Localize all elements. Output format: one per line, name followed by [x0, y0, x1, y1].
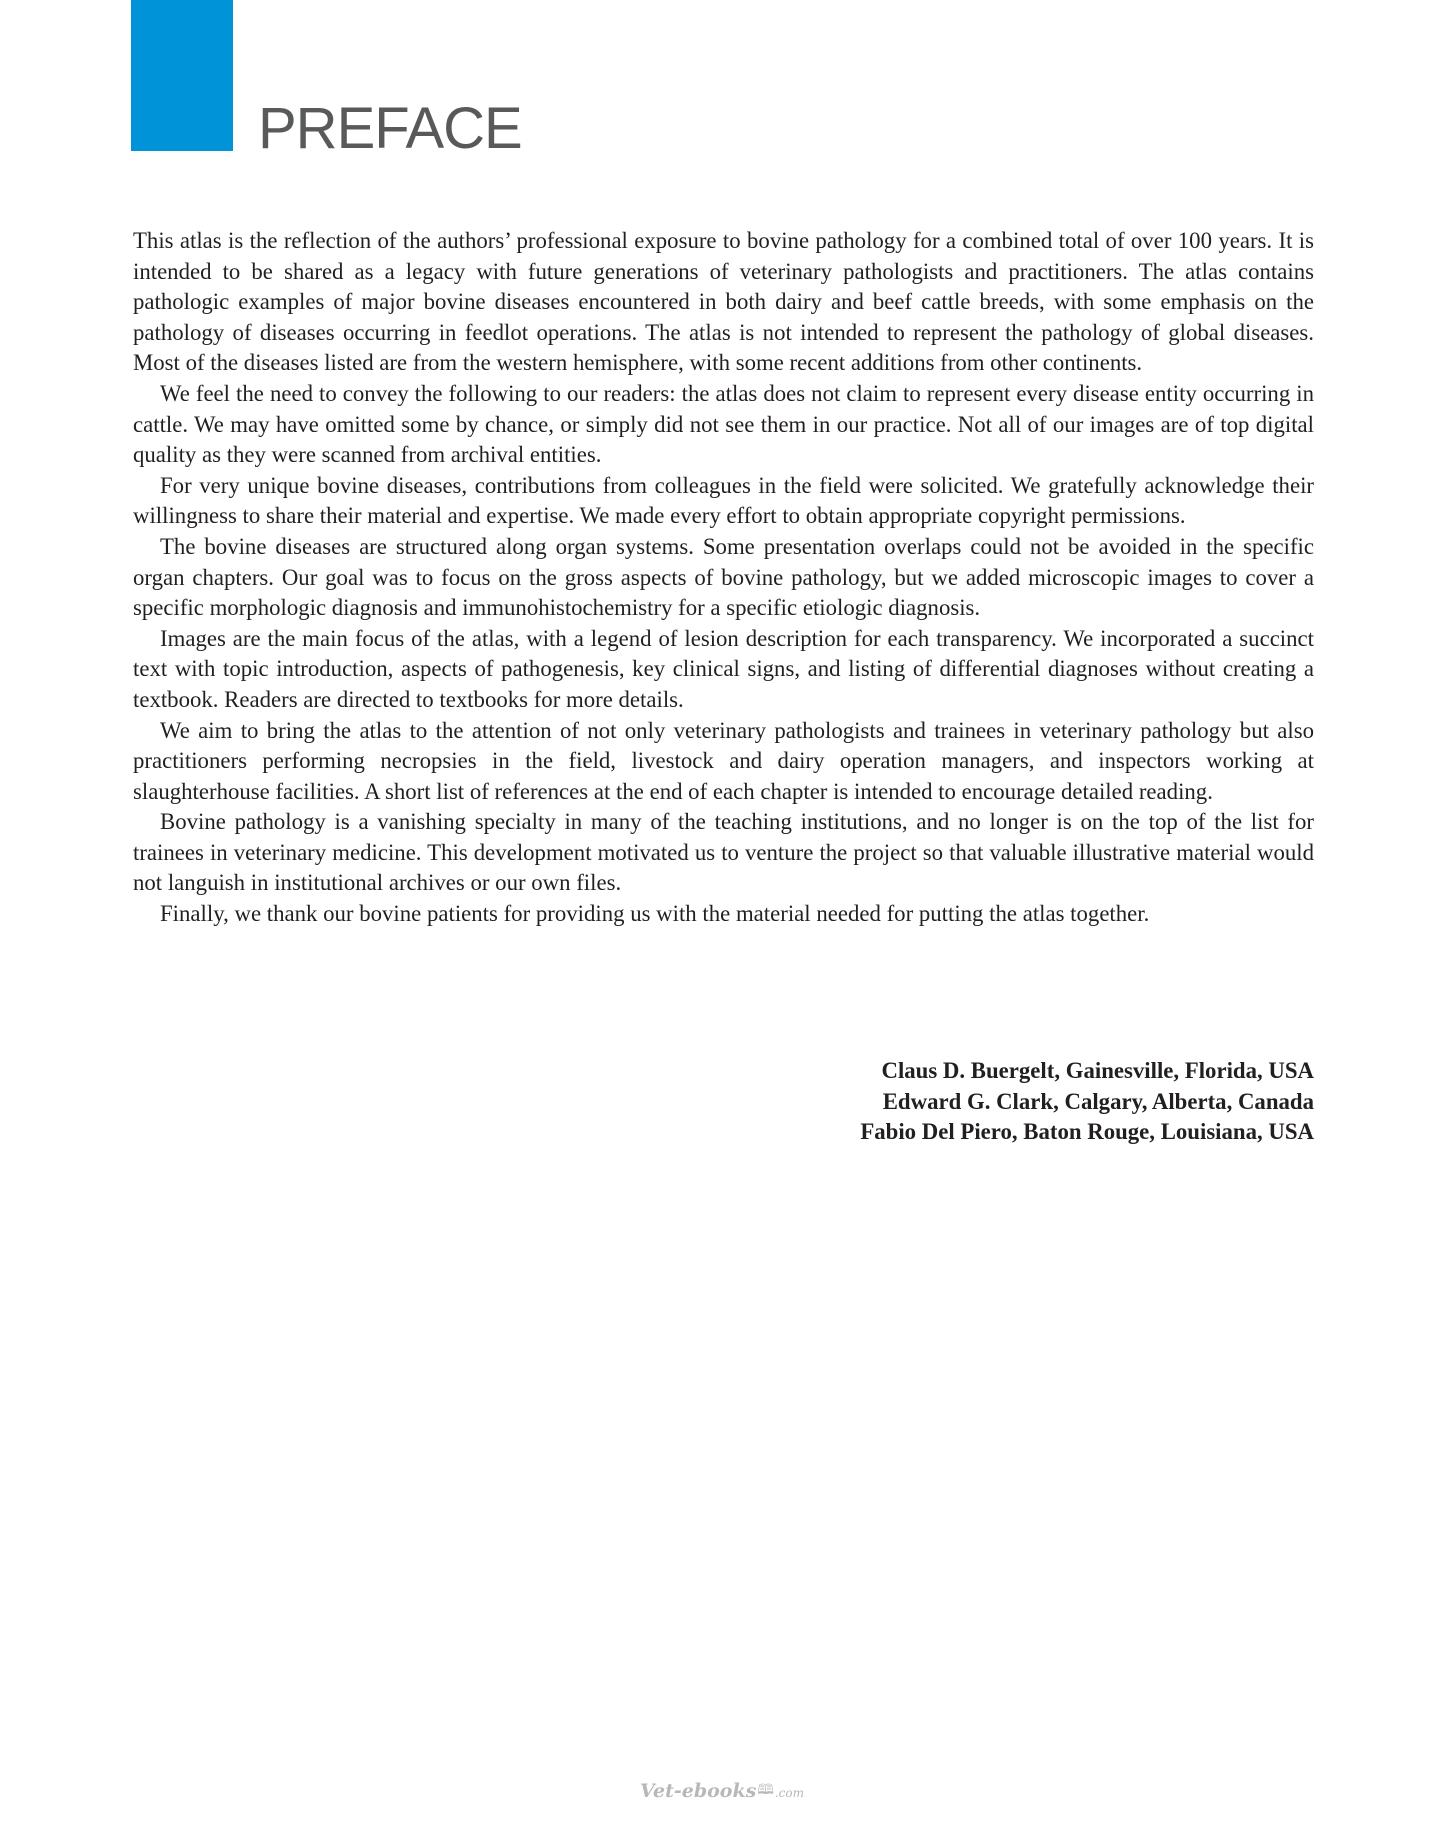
paragraph: This atlas is the reflection of the authors’ professional exposure to bovine pathology for a combined total of over 100 years. It is intended to be shared as a legacy with future generations of veterinary pathologists and practitioners. The atlas contains pathologic examples of major bovine diseases encountered in both dairy and beef cattle breeds, with some emphasis on the pathology of diseases occurring in feedlot operations. The atlas is not intended to represent the pathology of global diseases. Most of the diseases listed are from the western hemisphere, with some recent additions from other continents. — [133, 228, 1314, 376]
author-signatures — [600, 1056, 1314, 1148]
author-signature: Claus D. Buergelt, Gainesville, Florida, USA — [881, 1058, 1314, 1083]
paragraph: We aim to bring the atlas to the attention of not only veterinary pathologists and trainees in veterinary pathology but also practitioners performing necropsies in the field, livestock and dairy operation managers, and inspectors working at slaughterhouse facilities. A short list of references at the end of each chapter is intended to encourage detailed reading. — [133, 717, 1314, 804]
author-signature: Fabio Del Piero, Baton Rouge, Louisiana, USA — [860, 1119, 1314, 1145]
paragraph: We feel the need to convey the following to our readers: the atlas does not claim to represent every disease entity occurring in cattle. We may have omitted some by chance, or simply did not see them in our practice. Not all of our images are of top digital quality as they were scanned from archival entities. — [133, 380, 1314, 468]
page-title: PREFACE — [258, 96, 522, 161]
watermark-suffix: .com — [774, 1786, 804, 1800]
open-book-icon: 🕮 — [757, 1782, 774, 1798]
paragraph: Finally, we thank our bovine patients for providing us with the material needed for putting the atlas together. — [160, 901, 1150, 927]
paragraph: The bovine diseases are structured along organ systems. Some presentation overlaps could not be avoided in the specific organ chapters. Our goal was to focus on the gross aspects of bovine pathology, but we added microscopic images to cover a specific morphologic diagnosis and immunohistochemistry for a specific etiologic diagnosis. — [133, 533, 1314, 621]
header-accent-block — [131, 0, 233, 151]
paragraph: Bovine pathology is a vanishing specialty in many of the teaching institutions, and no longer is on the top of the list for trainees in veterinary medicine. This development motivated us to venture the project so that valuable illustrative material would not languish in institutional archives or our own files. — [133, 809, 1314, 896]
watermark-text: Vet-ebooks — [640, 1780, 757, 1802]
preface-body — [133, 226, 1314, 930]
paragraph: Images are the main focus of the atlas, with a legend of lesion description for each transparency. We incorporated a succinct text with topic introduction, aspects of pathogenesis, key clinical signs, and listing of differential diagnoses without creating a textbook. Readers are directed to textbooks for more details. — [133, 625, 1314, 712]
paragraph: For very unique bovine diseases, contributions from colleagues in the field were solicited. We gratefully acknowledge their willingness to share their material and expertise. We made every effort to obtain appropriate copyright permissions. — [133, 472, 1314, 529]
watermark — [640, 1778, 810, 1802]
author-signature: Edward G. Clark, Calgary, Alberta, Canada — [882, 1088, 1314, 1114]
